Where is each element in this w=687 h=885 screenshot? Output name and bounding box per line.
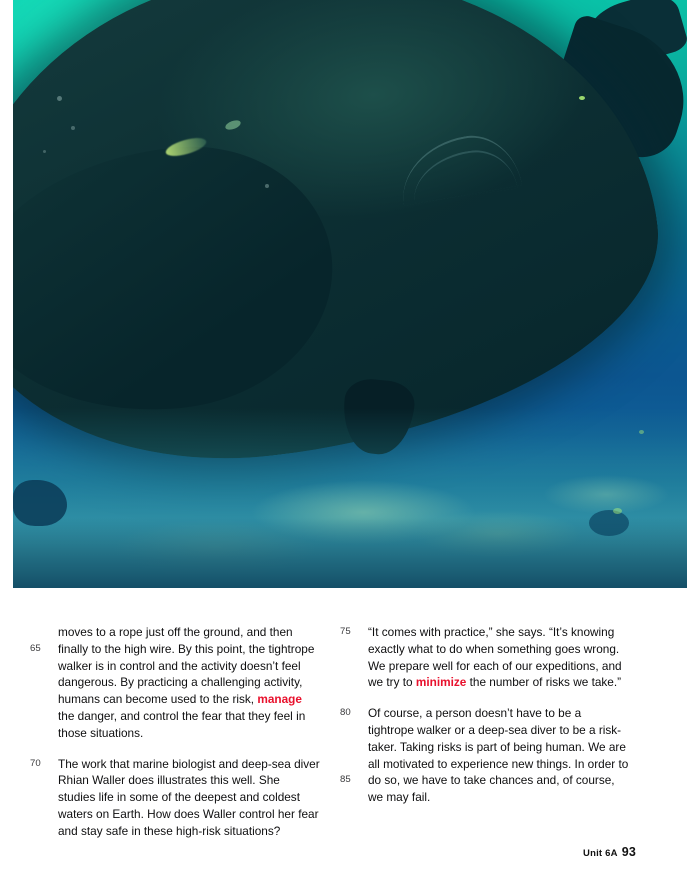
- bubble-icon: [57, 96, 62, 101]
- underwater-whale-photograph: [13, 0, 687, 588]
- paragraph-4: [340, 705, 630, 806]
- line-number-70: 70: [30, 757, 41, 769]
- glow-speck-icon: [613, 508, 622, 514]
- paragraph-4-text: Of course, a person doesn’t have to be a tightrope walker or a deep-sea diver to be a risk-taker. Taking risks is part of being human. We are all motivated to experience new things. In order to do so, we have to take chances and, of course, we may fail.: [368, 706, 629, 805]
- paragraph-1: [30, 624, 320, 742]
- vocab-highlight-manage: manage: [257, 692, 302, 707]
- page-number: 93: [621, 845, 636, 859]
- unit-label: Unit 6A: [583, 848, 618, 859]
- text-column-right: [340, 624, 630, 820]
- paragraph-1-text-a: moves to a rope just off the ground, and then finally to the high wire. By this point, the tightrope walker is in control and the activity doesn’t feel dangerous. By practicing a challenging activity, humans can become used to the risk,: [58, 625, 315, 707]
- text-column-left: [30, 624, 320, 854]
- paragraph-2-text: The work that marine biologist and deep-sea diver Rhian Waller does illustrates this well. She studies life in some of the deepest and coldest waters on Earth. How does Waller control her fear and stay safe in these high-risk situations?: [58, 756, 320, 838]
- glow-speck-icon: [579, 96, 585, 100]
- glow-speck-icon: [639, 430, 644, 434]
- line-number-80: 80: [340, 707, 351, 719]
- line-number-65: 65: [30, 642, 41, 654]
- paragraph-3: [340, 624, 630, 691]
- paragraph-1-text-b: the danger, and control the fear that they feel in those situations.: [58, 708, 306, 740]
- seafloor-rock-right: [589, 510, 629, 536]
- bubble-icon: [265, 184, 269, 188]
- bubble-icon: [43, 150, 46, 153]
- bubble-icon: [71, 126, 75, 130]
- paragraph-3-text-a: “It comes with practice,” she says. “It’s knowing exactly what to do when something goes wrong. We prepare well for each of our expeditions, and we try to: [368, 625, 622, 690]
- paragraph-3-text-b: the number of risks we take.”: [466, 675, 622, 690]
- paragraph-2: [30, 756, 320, 840]
- line-number-75: 75: [340, 626, 351, 637]
- seafloor-rock-left: [13, 480, 67, 526]
- vocab-highlight-minimize: minimize: [415, 675, 467, 690]
- line-number-85: 85: [340, 774, 351, 786]
- body-text-area: [0, 588, 687, 885]
- page-footer: [583, 845, 636, 859]
- seafloor-shadow: [13, 518, 687, 588]
